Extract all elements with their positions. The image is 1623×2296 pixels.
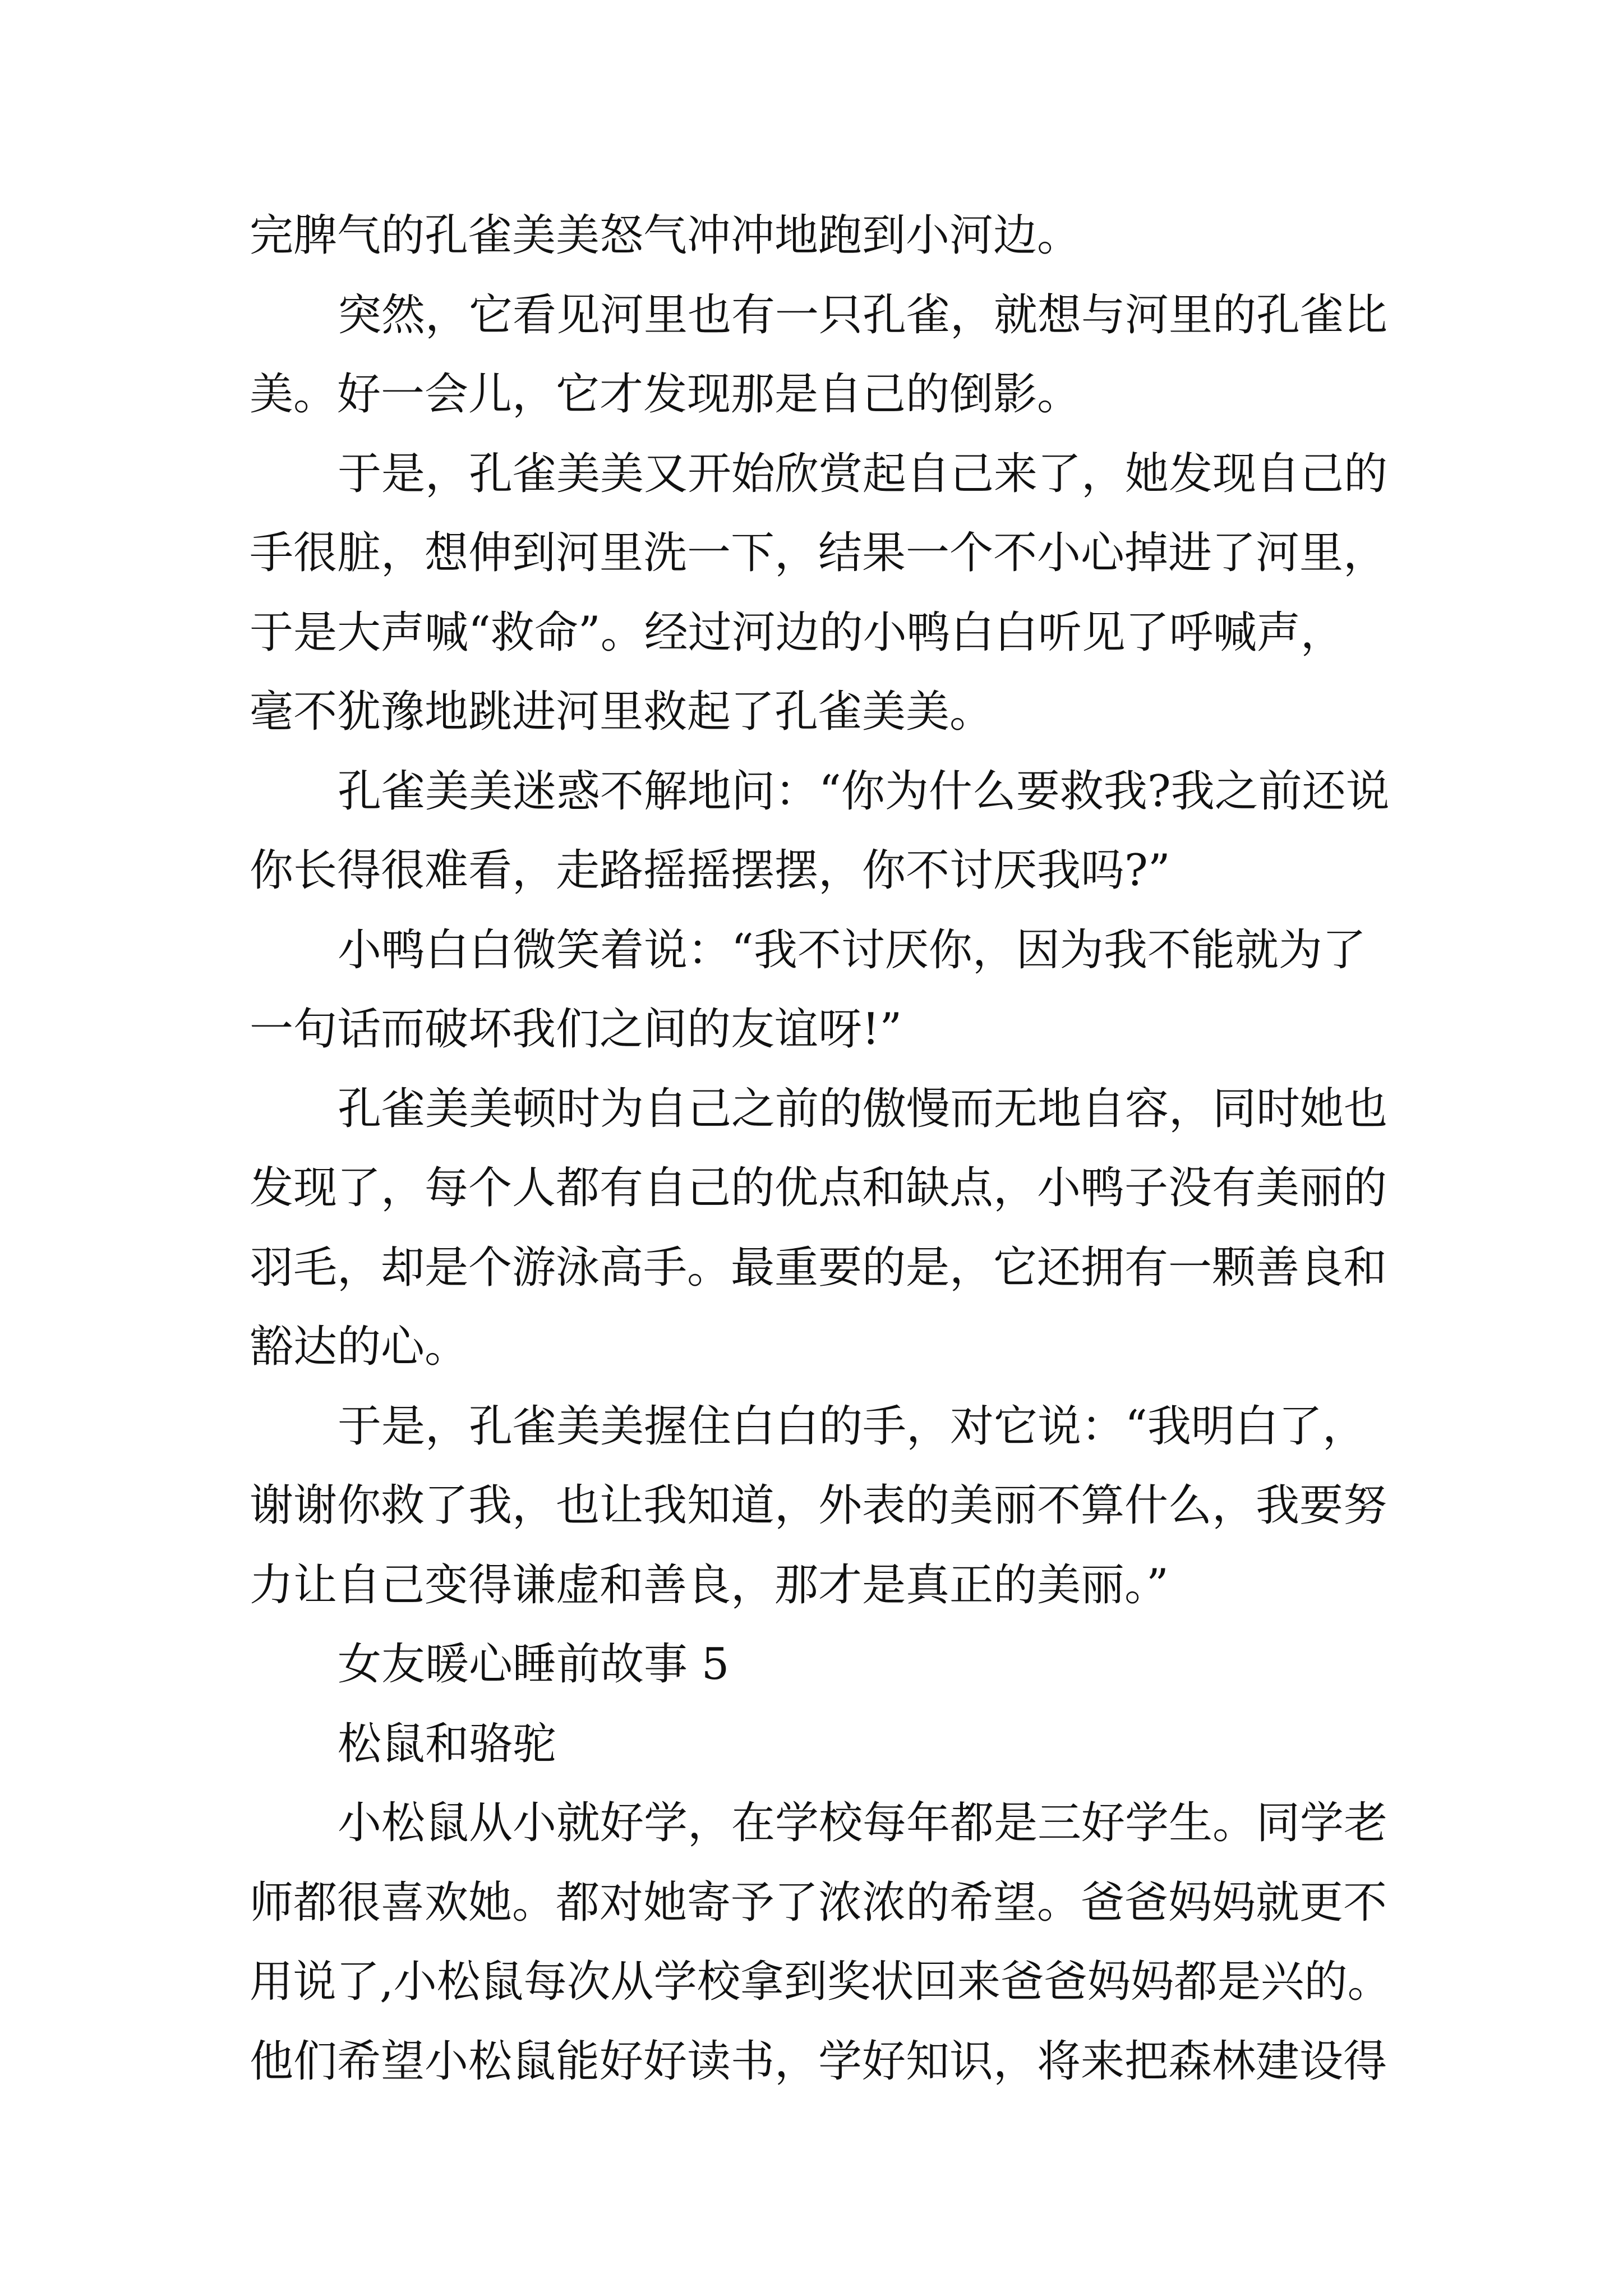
text-line: 一句话而破坏我们之间的友谊呀!” [250, 1004, 902, 1055]
text-line: 小鸭白白微笑着说：“我不讨厌你，因为我不能就为了 [338, 924, 1366, 976]
text-line: 用说了,小松鼠每次从学校拿到奖状回来爸爸妈妈都是兴的。 [250, 1957, 1391, 2007]
text-line: 小松鼠从小就好学，在学校每年都是三好学生。同学老 [338, 1798, 1388, 1848]
text-line: 孔雀美美顿时为自己之前的傲慢而无地自容，同时她也 [338, 1083, 1388, 1134]
document-body [250, 196, 1391, 2101]
text-line: 孔雀美美迷惑不解地问：“你为什么要救我?我之前还说 [338, 766, 1390, 817]
text-line: 突然，它看见河里也有一只孔雀，就想与河里的孔雀比 [338, 289, 1388, 341]
text-line: 你长得很难看，走路摇摇摆摆，你不讨厌我吗?” [250, 845, 1170, 896]
text-line: 他们希望小松鼠能好好读书，学好知识，将来把森林建设得 [250, 2036, 1387, 2087]
text-line: 于是大声喊“救命”。经过河边的小鸭白白听见了呼喊声， [250, 607, 1344, 658]
text-line: 力让自己变得谦虚和善良，那才是真正的美丽。” [250, 1559, 1169, 1611]
text-line: 毫不犹豫地跳进河里救起了孔雀美美。 [250, 687, 994, 737]
text-line: 谢谢你救了我，也让我知道，外表的美丽不算什么，我要努 [250, 1480, 1387, 1531]
text-line: 羽毛，却是个游泳高手。最重要的是，它还拥有一颗善良和 [250, 1242, 1387, 1293]
text-line: 发现了，每个人都有自己的优点和缺点，小鸭子没有美丽的 [250, 1163, 1387, 1213]
text-line: 完脾气的孔雀美美怒气冲冲地跑到小河边。 [250, 210, 1081, 261]
text-line: 手很脏，想伸到河里洗一下，结果一个不小心掉进了河里， [250, 528, 1387, 578]
story-title: 松鼠和骆驼 [338, 1718, 557, 1769]
text-line: 于是，孔雀美美握住白白的手，对它说：“我明白了， [338, 1401, 1366, 1452]
text-line: 豁达的心。 [250, 1322, 469, 1372]
text-line: 师都很喜欢她。都对她寄予了浓浓的希望。爸爸妈妈就更不 [250, 1877, 1387, 1928]
section-heading: 女友暖心睡前故事 5 [338, 1639, 730, 1690]
text-line: 美。好一会儿，它才发现那是自己的倒影。 [250, 369, 1081, 420]
text-line: 于是，孔雀美美又开始欣赏起自己来了，她发现自己的 [338, 448, 1388, 499]
